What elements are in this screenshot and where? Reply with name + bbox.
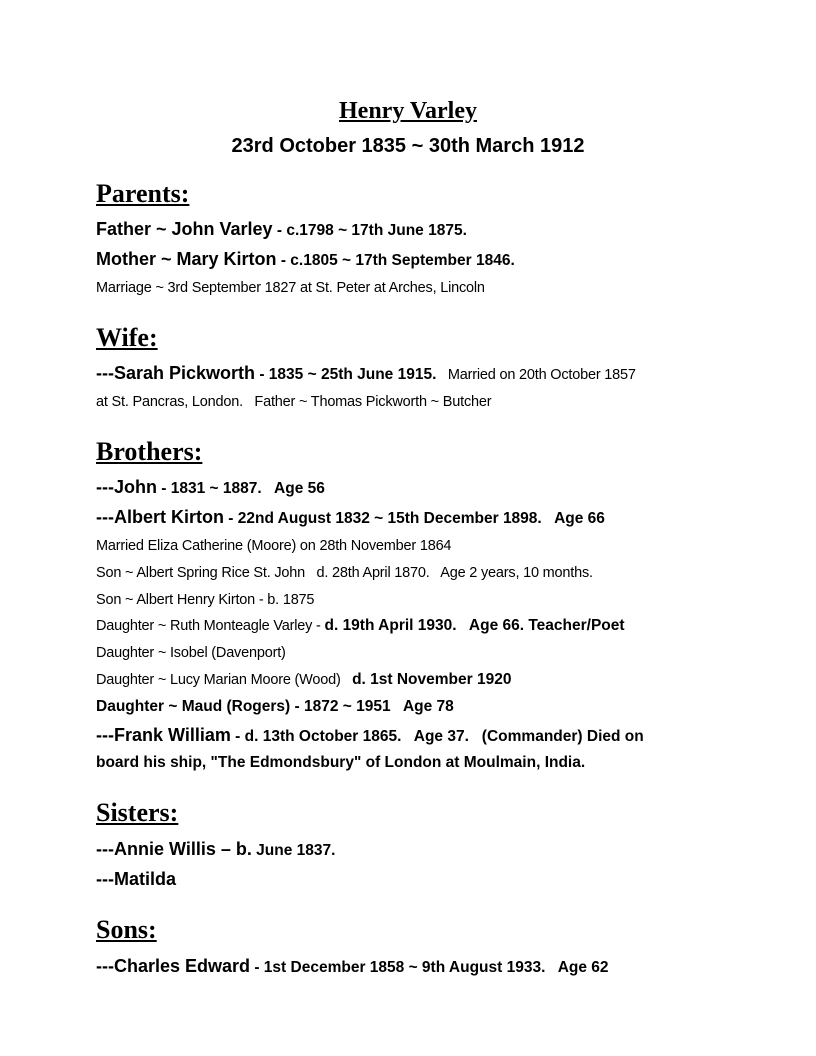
entry-line — [96, 215, 720, 245]
text-segment: Marriage ~ 3rd September 1827 at St. Peter at Arches, Lincoln — [96, 279, 485, 296]
section-heading-parents — [96, 180, 720, 209]
text-segment: d. 1st November 1920 — [352, 670, 512, 688]
section-heading-brothers — [96, 438, 720, 467]
entry-line — [96, 721, 720, 751]
entry-line — [96, 667, 720, 694]
section-heading-sons — [96, 916, 720, 945]
section-sons — [96, 916, 720, 981]
text-segment: - 22nd August 1832 ~ 15th December 1898. Age 66 — [223, 510, 605, 528]
text-segment: d. 19th April 1930. Age 66. Teacher/Poet — [324, 617, 625, 635]
section-wife — [96, 324, 720, 416]
text-segment: ---Frank William — [96, 724, 231, 745]
text-segment: ---Annie Willis – b. — [96, 838, 252, 859]
page-title-text: Henry Varley — [339, 98, 477, 124]
entry-line — [96, 613, 720, 640]
text-segment: Daughter ~ Isobel (Davenport) — [96, 645, 286, 662]
text-segment: Mother ~ Mary Kirton — [96, 248, 277, 269]
text-segment: board his ship, "The Edmondsbury" of London at Moulmain, India. — [96, 754, 586, 772]
section-heading-text: Brothers: — [96, 436, 203, 466]
section-sisters — [96, 799, 720, 894]
section-heading-text: Wife: — [96, 322, 158, 352]
entry-line — [96, 389, 720, 416]
entry-line — [96, 275, 720, 302]
text-segment: Married Eliza Catherine (Moore) on 28th November 1864 — [96, 537, 452, 554]
section-parents — [96, 180, 720, 302]
entry-line — [96, 835, 720, 865]
entry-line — [96, 865, 720, 895]
entry-line — [96, 640, 720, 667]
section-heading-wife — [96, 324, 720, 353]
text-segment: Daughter ~ Lucy Marian Moore (Wood) — [96, 671, 353, 688]
entry-line — [96, 560, 720, 587]
sections-container — [96, 180, 720, 982]
entry-line — [96, 952, 720, 982]
text-segment: - c.1805 ~ 17th September 1846. — [276, 251, 515, 269]
text-segment: Daughter ~ Maud (Rogers) - 1872 ~ 1951 Age 78 — [96, 697, 454, 715]
entry-line — [96, 359, 720, 389]
text-segment: - 1831 ~ 1887. Age 56 — [156, 480, 325, 498]
text-segment: ---Albert Kirton — [96, 507, 224, 528]
text-segment: ---John — [96, 477, 157, 498]
text-segment: - 1835 ~ 25th June 1915. — [255, 366, 437, 384]
text-segment: Son ~ Albert Henry Kirton - b. 1875 — [96, 591, 315, 608]
section-heading-sisters — [96, 799, 720, 828]
page-subtitle: 23rd October 1835 ~ 30th March 1912 — [231, 134, 585, 157]
text-segment: ---Matilda — [96, 868, 176, 889]
text-segment: Married on 20th October 1857 — [436, 367, 636, 384]
section-heading-text: Parents: — [96, 178, 190, 208]
section-brothers — [96, 438, 720, 777]
text-segment: - c.1798 ~ 17th June 1875. — [272, 222, 467, 240]
entry-line — [96, 533, 720, 560]
text-segment: Daughter ~ Ruth Monteagle Varley - — [96, 618, 325, 635]
text-segment: June 1837. — [251, 841, 336, 859]
text-segment: Son ~ Albert Spring Rice St. John d. 28th April 1870. Age 2 years, 10 months. — [96, 564, 593, 581]
entry-line — [96, 473, 720, 503]
entry-line — [96, 750, 720, 777]
entry-line — [96, 245, 720, 275]
page-title — [96, 98, 720, 126]
text-segment: - 1st December 1858 ~ 9th August 1933. Age 62 — [250, 958, 609, 976]
text-segment: at St. Pancras, London. Father ~ Thomas Pickworth ~ Butcher — [96, 393, 492, 410]
text-segment: ---Sarah Pickworth — [96, 363, 256, 384]
text-segment: ---Charles Edward — [96, 955, 251, 976]
text-segment: - d. 13th October 1865. Age 37. (Commander) Died on — [230, 727, 644, 745]
entry-line — [96, 694, 720, 721]
section-heading-text: Sons: — [96, 915, 157, 945]
entry-line — [96, 587, 720, 614]
section-heading-text: Sisters: — [96, 798, 179, 828]
entry-line — [96, 503, 720, 533]
text-segment: Father ~ John Varley — [96, 219, 273, 240]
